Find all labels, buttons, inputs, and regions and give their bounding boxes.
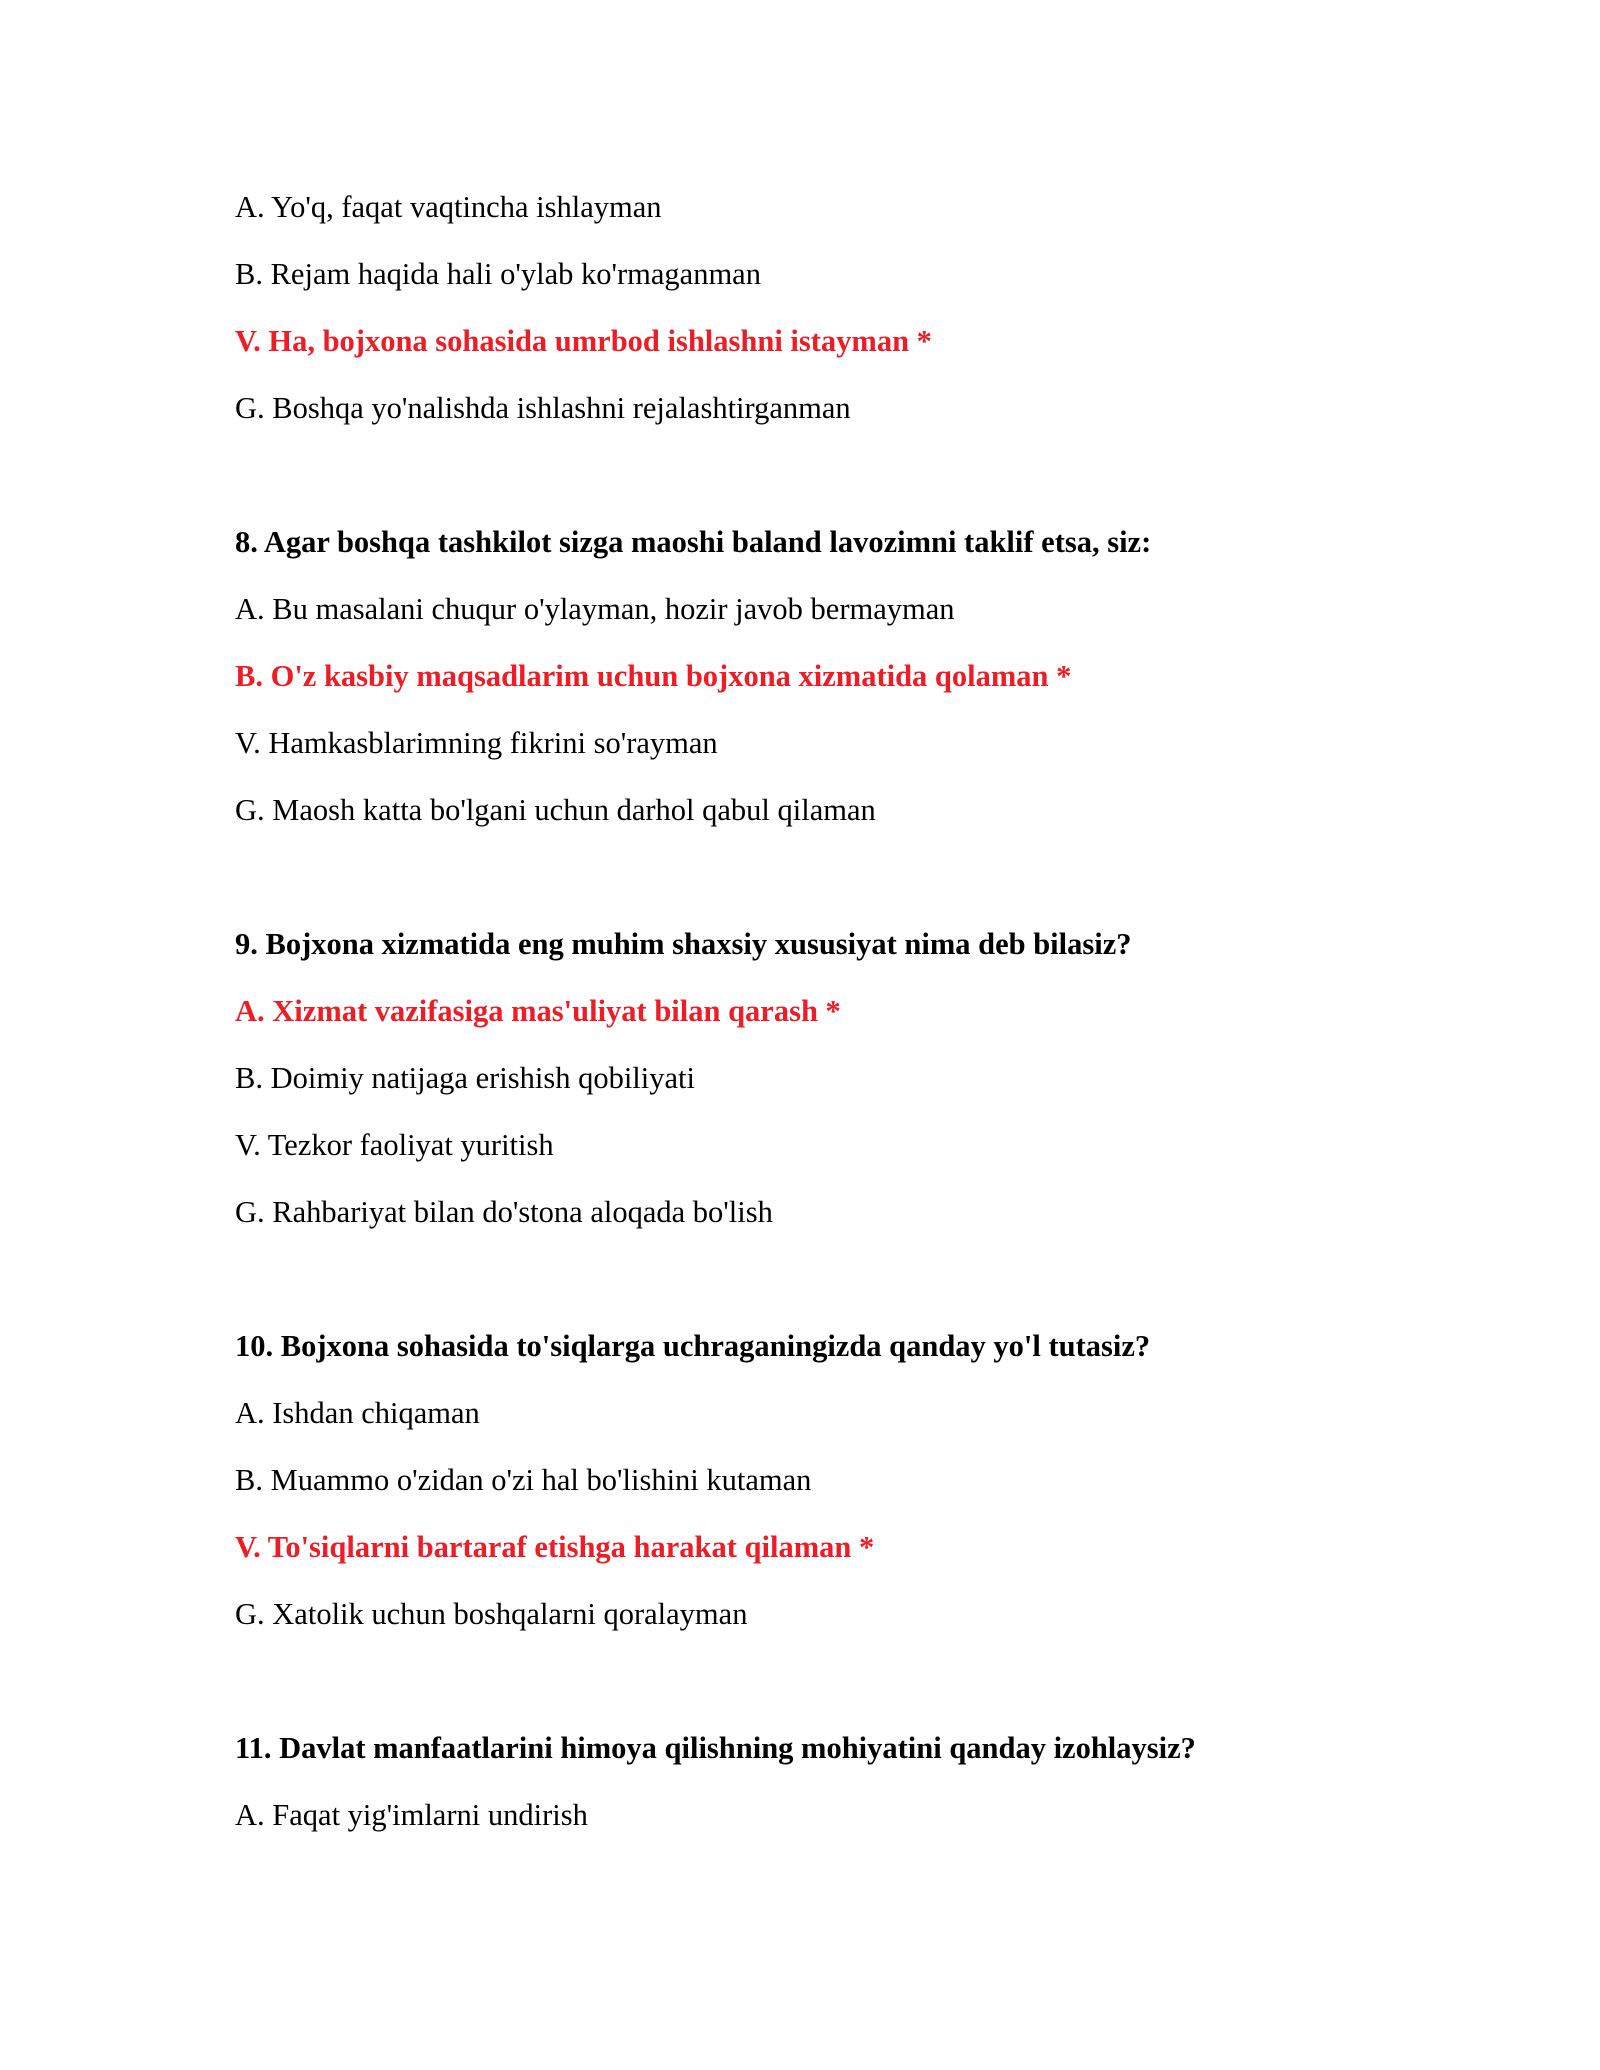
q8-option-a: A. Bu masalani chuqur o'ylayman, hozir javob bermayman [235, 592, 955, 626]
q8-option-g: G. Maosh katta bo'lgani uchun darhol qabul qilaman [235, 793, 876, 827]
q8-option-v: V. Hamkasblarimning fikrini so'rayman [235, 726, 718, 760]
q10-option-a: A. Ishdan chiqaman [235, 1396, 480, 1430]
q7-option-v-correct: V. Ha, bojxona sohasida umrbod ishlashni istayman * [235, 324, 932, 358]
q11-option-a: A. Faqat yig'imlarni undirish [235, 1798, 588, 1832]
q7-option-b: B. Rejam haqida hali o'ylab ko'rmaganman [235, 257, 761, 291]
q10-option-g: G. Xatolik uchun boshqalarni qoralayman [235, 1597, 748, 1631]
q9-question: 9. Bojxona xizmatida eng muhim shaxsiy xususiyat nima deb bilasiz? [235, 927, 1132, 961]
q11-question: 11. Davlat manfaatlarini himoya qilishning mohiyatini qanday izohlaysiz? [235, 1731, 1196, 1765]
q9-option-b: B. Doimiy natijaga erishish qobiliyati [235, 1061, 695, 1095]
q9-option-a-correct: A. Xizmat vazifasiga mas'uliyat bilan qarash * [235, 994, 841, 1028]
q10-question: 10. Bojxona sohasida to'siqlarga uchraganingizda qanday yo'l tutasiz? [235, 1329, 1151, 1363]
q7-option-a: A. Yo'q, faqat vaqtincha ishlayman [235, 190, 662, 224]
q9-option-g: G. Rahbariyat bilan do'stona aloqada bo'lish [235, 1195, 773, 1229]
q9-option-v: V. Tezkor faoliyat yuritish [235, 1128, 554, 1162]
q10-option-v-correct: V. To'siqlarni bartaraf etishga harakat qilaman * [235, 1530, 875, 1564]
q10-option-b: B. Muammo o'zidan o'zi hal bo'lishini kutaman [235, 1463, 812, 1497]
q7-option-g: G. Boshqa yo'nalishda ishlashni rejalashtirganman [235, 391, 851, 425]
q8-question: 8. Agar boshqa tashkilot sizga maoshi baland lavozimni taklif etsa, siz: [235, 525, 1152, 559]
q8-option-b-correct: B. O'z kasbiy maqsadlarim uchun bojxona xizmatida qolaman * [235, 659, 1072, 693]
